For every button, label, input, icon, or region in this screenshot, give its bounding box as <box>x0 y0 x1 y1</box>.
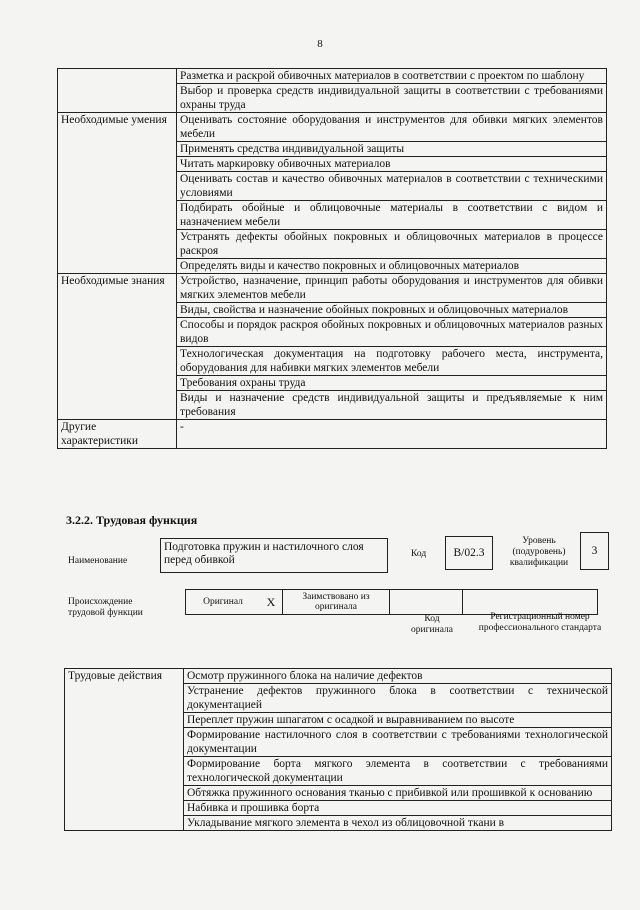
knowledge-item: Способы и порядок раскроя обойных покровных и облицовочных материалов разных видов <box>177 318 607 347</box>
code-original-label: Код оригинала <box>411 614 453 635</box>
knowledge-item: Виды, свойства и назначение обойных покровных и облицовочных материалов <box>177 303 607 318</box>
labor-actions-item: Набивка и прошивка борта <box>184 801 612 816</box>
labor-actions-row <box>65 669 612 684</box>
page-number: 8 <box>317 38 323 50</box>
labor-actions-item: Переплет пружин шпагатом с осадкой и выравниванием по высоте <box>184 713 612 728</box>
other-characteristics-item: - <box>177 420 607 449</box>
knowledge-item: Виды и назначение средств индивидуальной защиты и предъявляемые к ним требования <box>177 391 607 420</box>
section-title: 3.2.2. Трудовая функция <box>66 513 198 527</box>
prior-items-item: Выбор и проверка средств индивидуальной защиты в соответствии с требованиями охраны труда <box>177 84 607 113</box>
prior-items-row <box>58 69 607 84</box>
borrowed-label: Заимствовано из оригинала <box>283 590 390 615</box>
labor-actions-table <box>64 668 612 831</box>
skills-item: Оценивать состояние оборудования и инструментов для обивки мягких элементов мебели <box>177 113 607 142</box>
skills-item: Подбирать обойные и облицовочные материалы в соответствии с видом и назначением мебели <box>177 201 607 230</box>
level-value: 3 <box>591 544 598 557</box>
knowledge-item: Требования охраны труда <box>177 376 607 391</box>
skills-label: Необходимые умения <box>58 113 177 274</box>
skills-item: Применять средства индивидуальной защиты <box>177 142 607 157</box>
function-code-value: B/02.3 <box>453 546 485 559</box>
skills-item: Устранять дефекты обойных покровных и облицовочных материалов в процессе раскроя <box>177 230 607 259</box>
requirements-table <box>57 68 607 449</box>
prior-items-label <box>58 69 177 113</box>
other-characteristics-row <box>58 420 607 449</box>
origin-label: Происхождение трудовой функции <box>68 597 143 618</box>
knowledge-item: Технологическая документация на подготовку рабочего места, инструмента, оборудования для набивки мягких элементов мебели <box>177 347 607 376</box>
labor-actions-item: Формирование настилочного слоя в соответствии с требованиями технологической документации <box>184 728 612 757</box>
code-label: Код <box>411 549 427 559</box>
original-label: Оригинал <box>186 590 261 615</box>
labor-actions-item: Осмотр пружинного блока на наличие дефектов <box>184 669 612 684</box>
skills-item: Оценивать состав и качество обивочных материалов в соответствии с техническими условиями <box>177 172 607 201</box>
knowledge-label: Необходимые знания <box>58 274 177 420</box>
reg-number-cell <box>463 590 598 615</box>
prior-items-item: Разметка и раскрой обивочных материалов в соответствии с проектом по шаблону <box>177 69 607 84</box>
code-original-cell <box>390 590 463 615</box>
function-code-field <box>445 536 493 570</box>
name-label: Наименование <box>68 556 128 566</box>
skills-row <box>58 113 607 142</box>
reg-number-label: Регистрационный номер профессионального стандарта <box>478 612 602 633</box>
labor-actions-item: Формирование борта мягкого элемента в соответствии с требованиями технологической документации <box>184 757 612 786</box>
level-label: Уровень (подуровень) квалификации <box>509 536 569 568</box>
function-name-field: Подготовка пружин и настилочного слоя перед обивкой <box>160 538 388 573</box>
other-characteristics-label: Другие характеристики <box>58 420 177 449</box>
skills-item: Читать маркировку обивочных материалов <box>177 157 607 172</box>
labor-actions-item: Устранение дефектов пружинного блока в соответствии с технической документацией <box>184 684 612 713</box>
level-field <box>580 532 609 570</box>
knowledge-item: Устройство, назначение, принцип работы оборудования и инструментов для обивки мягких элементов мебели <box>177 274 607 303</box>
labor-actions-label: Трудовые действия <box>65 669 184 831</box>
labor-actions-item: Обтяжка пружинного основания тканью с прибивкой или прошивкой к основанию <box>184 786 612 801</box>
labor-actions-item: Укладывание мягкого элемента в чехол из облицовочной ткани в <box>184 816 612 831</box>
skills-item: Определять виды и качество покровных и облицовочных материалов <box>177 259 607 274</box>
knowledge-row <box>58 274 607 303</box>
original-mark: X <box>260 590 283 615</box>
